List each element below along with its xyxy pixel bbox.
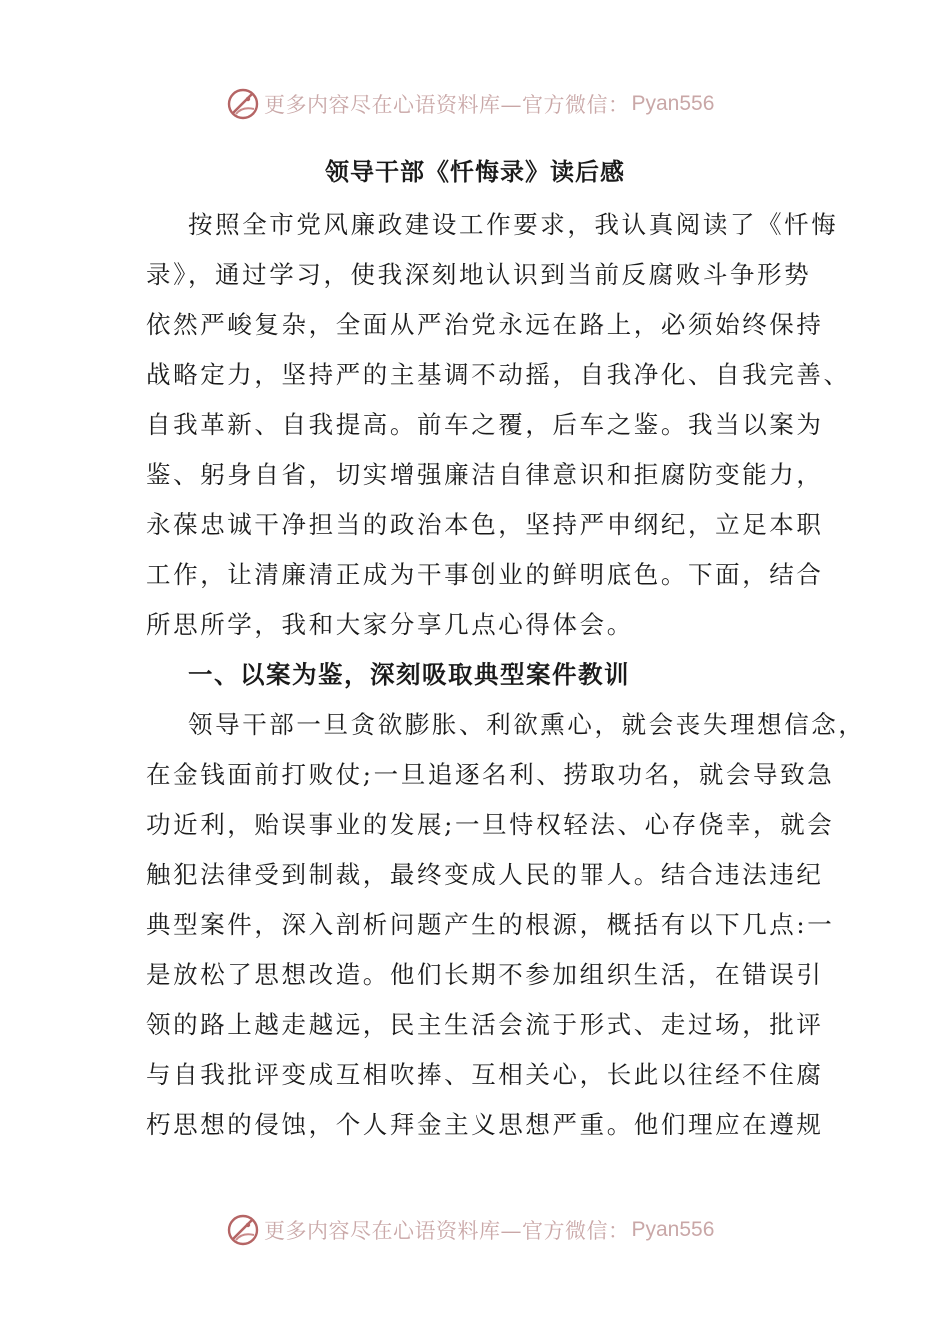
text-line: 在金钱面前打败仗;一旦追逐名利、捞取功名，就会导致急 bbox=[146, 760, 835, 789]
text-line: 工作，让清廉清正成为干事创业的鲜明底色。下面，结合 bbox=[146, 560, 824, 589]
text-line: 依然严峻复杂，全面从严治党永远在路上，必须始终保持 bbox=[146, 310, 824, 339]
text-line: 朽思想的侵蚀，个人拜金主义思想严重。他们理应在遵规 bbox=[146, 1110, 824, 1139]
text-line: 按照全市党风廉政建设工作要求，我认真阅读了《忏悔 bbox=[188, 210, 839, 239]
text-line: 领的路上越走越远，民主生活会流于形式、走过场，批评 bbox=[146, 1010, 824, 1039]
document-title: 领导干部《忏悔录》读后感 bbox=[325, 157, 625, 186]
text-line: 鉴、躬身自省，切实增强廉洁自律意识和拒腐防变能力， bbox=[146, 460, 824, 489]
text-line: 与自我批评变成互相吹捧、互相关心，长此以往经不住腐 bbox=[146, 1060, 824, 1089]
text-line: 领导干部一旦贪欲膨胀、利欲熏心，就会丧失理想信念， bbox=[188, 710, 866, 739]
watermark-wechat-id: Pyan556 bbox=[631, 1218, 715, 1241]
pen-logo-icon bbox=[226, 1213, 260, 1247]
text-line: 所思所学，我和大家分享几点心得体会。 bbox=[146, 610, 634, 639]
pen-logo-icon bbox=[226, 87, 260, 121]
text-line: 是放松了思想改造。他们长期不参加组织生活，在错误引 bbox=[146, 960, 824, 989]
section-heading: 一、以案为鉴，深刻吸取典型案件教训 bbox=[188, 660, 630, 689]
text-line: 典型案件，深入剖析问题产生的根源，概括有以下几点:一 bbox=[146, 910, 835, 939]
paragraph-intro bbox=[146, 200, 866, 1150]
footer-watermark bbox=[226, 1210, 714, 1250]
text-line: 触犯法律受到制裁，最终变成人民的罪人。结合违法违纪 bbox=[146, 860, 824, 889]
watermark-text: 更多内容尽在心语资料库—官方微信： bbox=[264, 1219, 630, 1243]
text-line: 录》，通过学习，使我深刻地认识到当前反腐败斗争形势 bbox=[146, 260, 812, 289]
text-line: 功近利，贻误事业的发展;一旦恃权轻法、心存侥幸，就会 bbox=[146, 810, 835, 839]
header-watermark bbox=[226, 84, 714, 124]
text-line: 自我革新、自我提高。前车之覆，后车之鉴。我当以案为 bbox=[146, 410, 824, 439]
text-line: 永葆忠诚干净担当的政治本色，坚持严申纲纪，立足本职 bbox=[146, 510, 824, 539]
watermark-text: 更多内容尽在心语资料库—官方微信： bbox=[264, 93, 630, 117]
watermark-wechat-id: Pyan556 bbox=[631, 92, 715, 115]
text-line: 战略定力，坚持严的主基调不动摇，自我净化、自我完善、 bbox=[146, 360, 851, 389]
